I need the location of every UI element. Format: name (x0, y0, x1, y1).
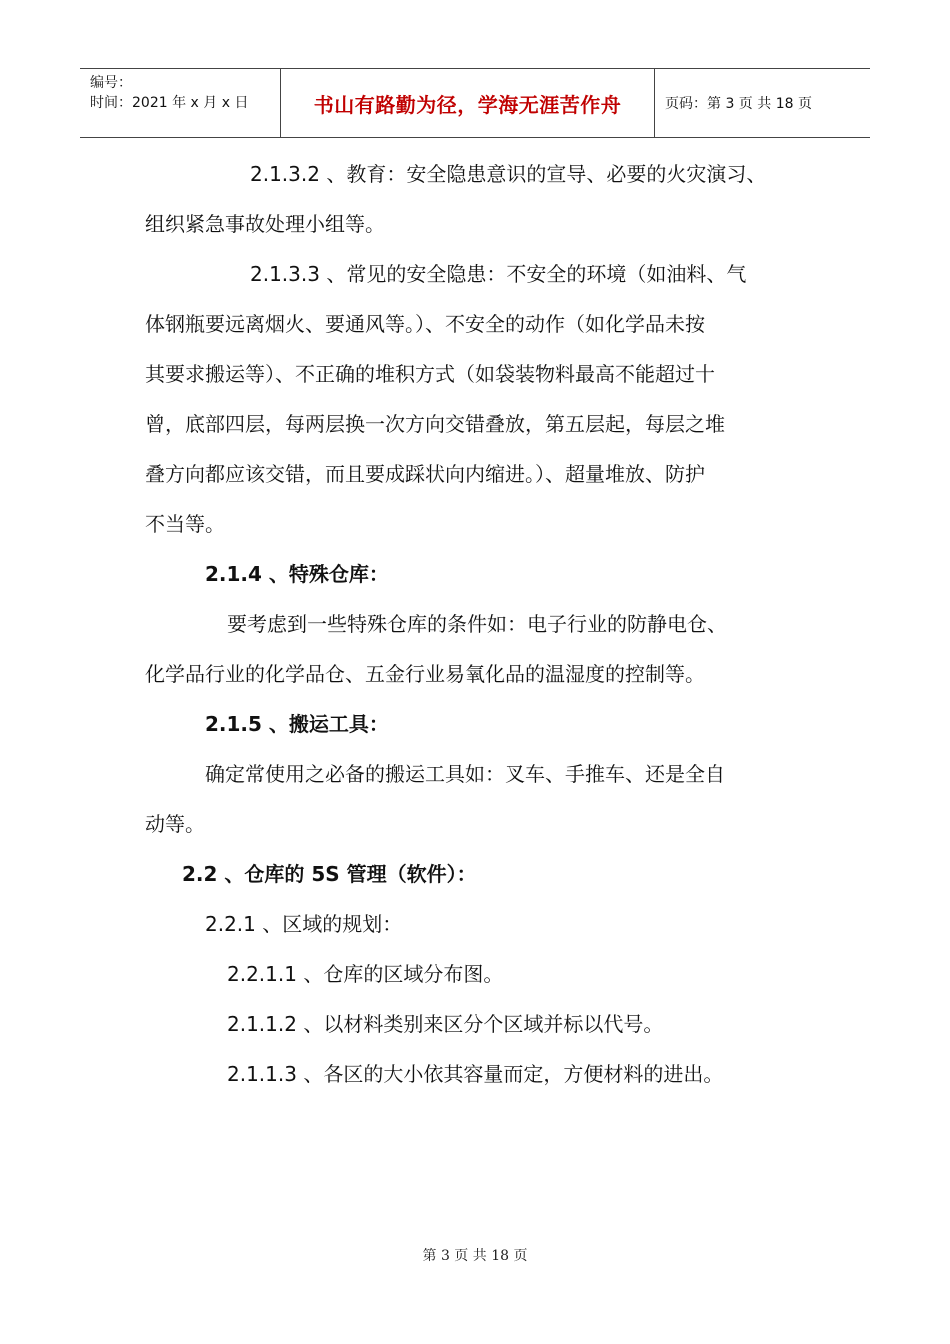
paragraph-line: 不当等。 (145, 512, 225, 536)
paragraph-line: 曾，底部四层，每两层换一次方向交错叠放，第五层起，每层之堆 (145, 412, 725, 436)
paragraph-line: 化学品行业的化学品仓、五金行业易氧化品的温湿度的控制等。 (145, 662, 705, 686)
code-label: 编号： (90, 75, 132, 91)
page-label: 页码：第 3 页 共 18 页 (665, 96, 812, 112)
paragraph-line: 确定常使用之必备的搬运工具如：叉车、手推车、还是全自 (205, 762, 725, 786)
page-footer: 第 3 页 共 18 页 (422, 1248, 528, 1264)
paragraph-line: 动等。 (145, 812, 205, 836)
paragraph-line: 2.1.3.2 、教育：安全隐患意识的宣导、必要的火灾演习、 (250, 162, 767, 186)
paragraph-line: 其要求搬运等）、不正确的堆积方式（如袋装物料最高不能超过十 (145, 362, 715, 386)
paragraph-line: 叠方向都应该交错，而且要成踩状向内缩进。）、超量堆放、防护 (145, 462, 705, 486)
paragraph-line: 2.1.1.3 、各区的大小依其容量而定，方便材料的进出。 (227, 1062, 724, 1086)
paragraph-line: 2.2.1 、区域的规划： (205, 912, 403, 936)
section-heading: 2.1.4 、特殊仓库： (205, 562, 389, 586)
header-page-cell (655, 69, 870, 137)
paragraph-line: 2.2.1.1 、仓库的区域分布图。 (227, 962, 504, 986)
header-slogan-cell (281, 69, 655, 137)
page-header (80, 68, 870, 138)
paragraph-line: 体钢瓶要远离烟火、要通风等。）、不安全的动作（如化学品未按 (145, 312, 705, 336)
section-heading: 2.2 、仓库的 5S 管理（软件）： (182, 862, 477, 886)
header-meta (80, 69, 281, 137)
date-label: 时间：2021 年 x 月 x 日 (90, 95, 249, 111)
paragraph-line: 组织紧急事故处理小组等。 (145, 212, 385, 236)
paragraph-line: 2.1.3.3 、常见的安全隐患：不安全的环境（如油料、气 (250, 262, 747, 286)
section-heading: 2.1.5 、搬运工具： (205, 712, 389, 736)
slogan: 书山有路勤为径，学海无涯苦作舟 (313, 92, 622, 117)
paragraph-line: 2.1.1.2 、以材料类别来区分个区域并标以代号。 (227, 1012, 664, 1036)
paragraph-line: 要考虑到一些特殊仓库的条件如：电子行业的防静电仓、 (227, 612, 727, 636)
